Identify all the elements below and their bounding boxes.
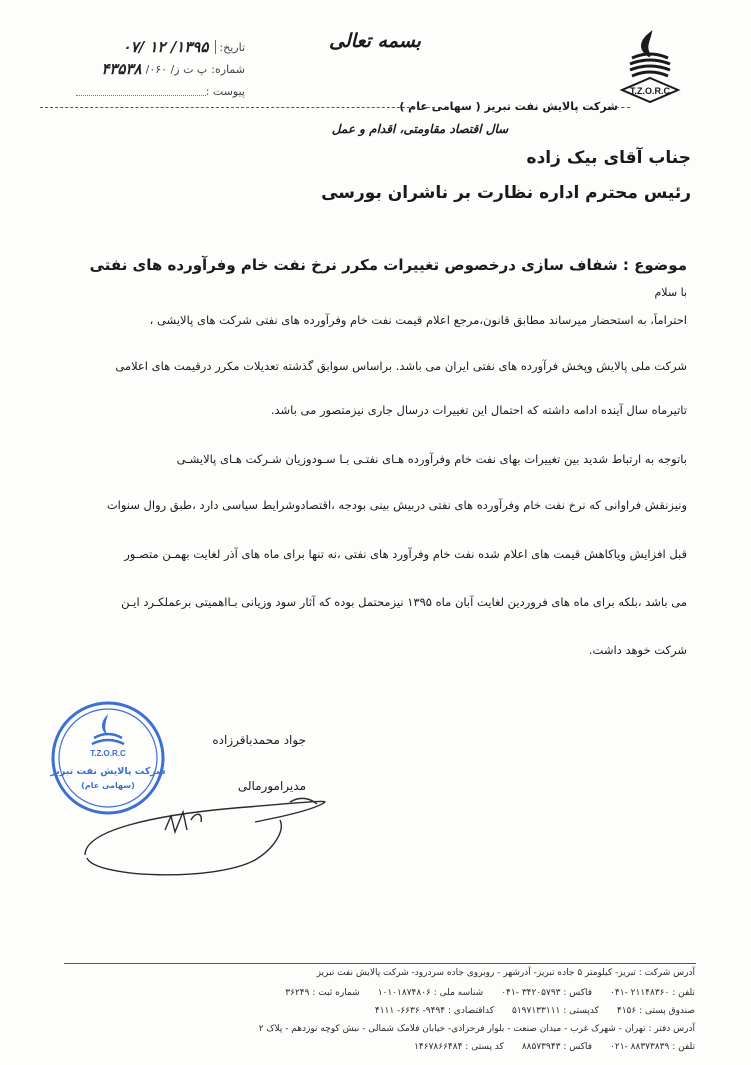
stamp-type-text: (سهامی عام) bbox=[81, 781, 135, 790]
footer-economic-code: کداقتصادی : ۹۴۹۴- ۶۶۳۶- ۴۱۱۱ bbox=[374, 1006, 495, 1016]
date-row bbox=[70, 36, 245, 58]
handwritten-signature bbox=[75, 760, 335, 885]
body-line: باتوجه به ارتباط شدید بین تغییرات بهای نفت خام وفرآورده هـای نفتـی بـا سـودوزیان شـرکت هـای پالایشـی bbox=[176, 452, 687, 466]
footer-codes-row bbox=[55, 1006, 695, 1016]
footer-office-postal: کد پستی : ۱۴۶۷۸۶۶۴۸۴ bbox=[414, 1042, 504, 1052]
company-name: شرکت پالایش نفت تبریز ( سهامی عام ) bbox=[399, 100, 618, 113]
body-line: قبل افزایش ویاکاهش قیمت های اعلام شده نفت خام وفرآورد های نفتی ،نه تنها برای ماه های آذر لغایت بهمـن متصـور bbox=[124, 547, 687, 561]
body-line: ونیزنقش فراوانی که نرخ نفت خام وفرآورده های نفتی دربیش بینی بودجه ،اقتصادوشرایط سیاسی دارد ،طبق روال سنوات bbox=[106, 498, 687, 512]
logo-text: T.Z.O.R.C bbox=[630, 86, 670, 96]
basmala-heading: بسمه تعالی bbox=[329, 30, 421, 52]
recipient-name: جناب آقای بیک زاده bbox=[526, 148, 691, 168]
footer-company-address: آدرس شرکت : تبریز- کیلومتر ۵ جاده تبریز- آذرشهر - روبروی جاده سردرود- شرکت پالایش نفت تبریز bbox=[316, 968, 695, 978]
footer-divider bbox=[64, 963, 696, 964]
footer-phone: تلفن : ۲۱۱۴۸۳۶۰ -۰۴۱ bbox=[610, 988, 695, 998]
recipient-title: رئیس محترم اداره نظارت بر ناشران بورسی bbox=[321, 183, 691, 203]
footer-fax: فاکس : ۳۴۲۰۵۷۹۳ -۰۴۱ bbox=[501, 988, 593, 998]
footer-pobox: صندوق پستی : ۴۱۵۶ bbox=[616, 1006, 695, 1016]
signer-title: مدیرامورمالی bbox=[237, 779, 306, 793]
footer-office-phone: تلفن : ۸۸۳۷۳۸۳۹ -۰۲۱ bbox=[610, 1042, 695, 1052]
greeting: با سلام bbox=[654, 286, 687, 299]
footer-registration: شماره ثبت : ۳۶۲۴۹ bbox=[285, 988, 360, 998]
number-row bbox=[70, 58, 245, 80]
footer-office-address bbox=[55, 1024, 695, 1034]
letter-meta bbox=[70, 36, 245, 102]
number-value: ۴۳۵۳۸ bbox=[101, 60, 142, 78]
meta-separator bbox=[215, 40, 216, 54]
header-divider bbox=[40, 107, 435, 108]
body-line: شرکت خوهد داشت. bbox=[588, 643, 687, 657]
footer-office-contact-row bbox=[55, 1042, 695, 1052]
attachment-dots bbox=[76, 86, 206, 96]
footer-office-fax: فاکس : ۸۸۵۷۳۹۴۳ bbox=[521, 1042, 593, 1052]
footer-address bbox=[55, 968, 695, 978]
stamp-company-text: شرکت پالایش نفت تبریز bbox=[50, 766, 166, 777]
subject-line: موضوع : شفاف سازی درخصوص تغییرات مکرر نرخ نفت خام وفرآورده های نفتی bbox=[89, 256, 687, 274]
stamp-logo-text: T.Z.O.R.C bbox=[90, 749, 126, 758]
body-line: تاتیرماه سال آینده ادامه داشته که احتمال این تغییرات درسال جاری نیزمتصور می باشد. bbox=[270, 403, 687, 417]
header-divider-right bbox=[610, 107, 630, 108]
attachment-row bbox=[70, 80, 245, 102]
footer-national-id: شناسه ملی : ۱۰۱۰۱۸۷۴۸۰۶ bbox=[377, 988, 484, 998]
attachment-label: پیوست : bbox=[205, 84, 245, 98]
signer-name: جواد محمدباقرزاده bbox=[212, 733, 306, 747]
date-label: تاریخ: bbox=[219, 40, 245, 54]
company-logo bbox=[610, 28, 690, 108]
date-value: ۱۳۹۵/ ۱۲ /۰۷ bbox=[122, 38, 209, 56]
year-motto: سال اقتصاد مقاومتی، اقدام و عمل bbox=[331, 122, 509, 136]
footer-tehran-address: آدرس دفتر : تهران - شهرک غرب - میدان صنعت - بلوار فرحزادی- خیابان فلامک شمالی - نبش کوچه نوزدهم - پلاک ۲ bbox=[258, 1024, 695, 1034]
footer-postal-code: کدپستی : ۵۱۹۷۱۳۳۱۱۱ bbox=[512, 1006, 599, 1016]
footer-contact-row bbox=[55, 988, 695, 998]
body-line: شرکت ملی پالایش وپخش فرآورده های نفتی ایران می باشد. براساس سوابق گذشته تعدیلات مکرر درقیمت های اعلامی bbox=[115, 359, 687, 373]
body-line: می باشد ،بلکه برای ماه های فروردین لغایت آبان ماه ۱۳۹۵ نیزمحتمل بوده که آثار سود وزیانی بـااهمیتی برعملکـرد ایـن bbox=[121, 595, 687, 609]
body-line: احتراماً، به استحضار میرساند مطابق قانون،مرجع اعلام قیمت نفت خام وفرآورده های نفتی شرکت های پالایشی ، bbox=[149, 313, 687, 327]
number-label: شماره: bbox=[211, 62, 245, 76]
number-prefix: پ ت ز/ ۰۶۰/ bbox=[145, 62, 208, 76]
